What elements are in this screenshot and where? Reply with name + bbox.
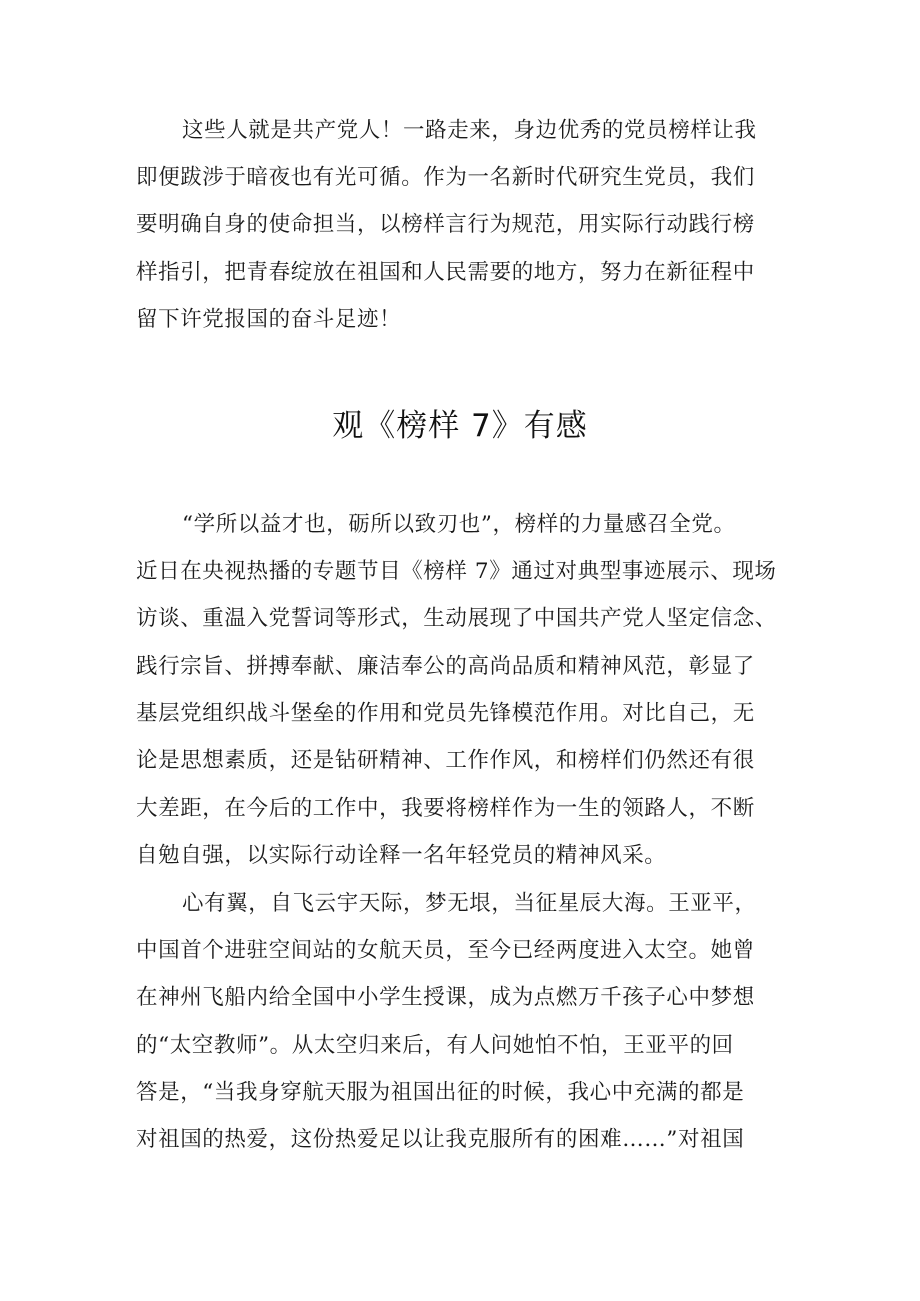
paragraph-line: 自勉自强，以实际行动诠释一名年轻党员的精神风采。 xyxy=(136,843,667,868)
paragraph-line: 近日在央视热播的专题节目《榜样 7》通过对典型事迹展示、现场 xyxy=(136,559,777,584)
paragraph-line: 样指引，把青春绽放在祖国和人民需要的地方，努力在新征程中 xyxy=(136,260,755,285)
paragraph-line: 留下许党报国的奋斗足迹！ xyxy=(136,307,402,332)
paragraph-line: “学所以益才也，砺所以致刃也”，榜样的力量感召全党。 xyxy=(182,512,736,537)
paragraph-line: 即便跋涉于暗夜也有光可循。作为一名新时代研究生党员，我们 xyxy=(136,165,755,190)
paragraph-line: 的“太空教师”。从太空归来后，有人问她怕不怕，王亚平的回 xyxy=(136,1033,734,1058)
paragraph-line: 在神州飞船内给全国中小学生授课，成为点燃万千孩子心中梦想 xyxy=(136,985,755,1010)
paragraph-line: 心有翼，自飞云宇天际，梦无垠，当征星辰大海。王亚平， xyxy=(182,891,757,916)
paragraph-line: 大差距，在今后的工作中，我要将榜样作为一生的领路人，不断 xyxy=(136,796,755,821)
paragraph-line: 这些人就是共产党人！一路走来，身边优秀的党员榜样让我 xyxy=(182,118,757,143)
article-title: 观《榜样 7》有感 xyxy=(332,408,588,444)
paragraph-line: 中国首个进驻空间站的女航天员，至今已经两度进入太空。她曾 xyxy=(136,938,755,963)
paragraph-line: 要明确自身的使命担当，以榜样言行为规范，用实际行动践行榜 xyxy=(136,212,755,237)
paragraph-line: 践行宗旨、拼搏奉献、廉洁奉公的高尚品质和精神风范，彰显了 xyxy=(136,654,755,679)
paragraph-line: 对祖国的热爱，这份热爱足以让我克服所有的困难……”对祖国 xyxy=(136,1127,745,1152)
paragraph-line: 基层党组织战斗堡垒的作用和党员先锋模范作用。对比自己，无 xyxy=(136,701,755,726)
paragraph-line: 答是，“当我身穿航天服为祖国出征的时候，我心中充满的都是 xyxy=(136,1080,745,1105)
paragraph-line: 论是思想素质，还是钻研精神、工作作风，和榜样们仍然还有很 xyxy=(136,748,755,773)
paragraph-line: 访谈、重温入党誓词等形式，生动展现了中国共产党人坚定信念、 xyxy=(136,606,777,631)
